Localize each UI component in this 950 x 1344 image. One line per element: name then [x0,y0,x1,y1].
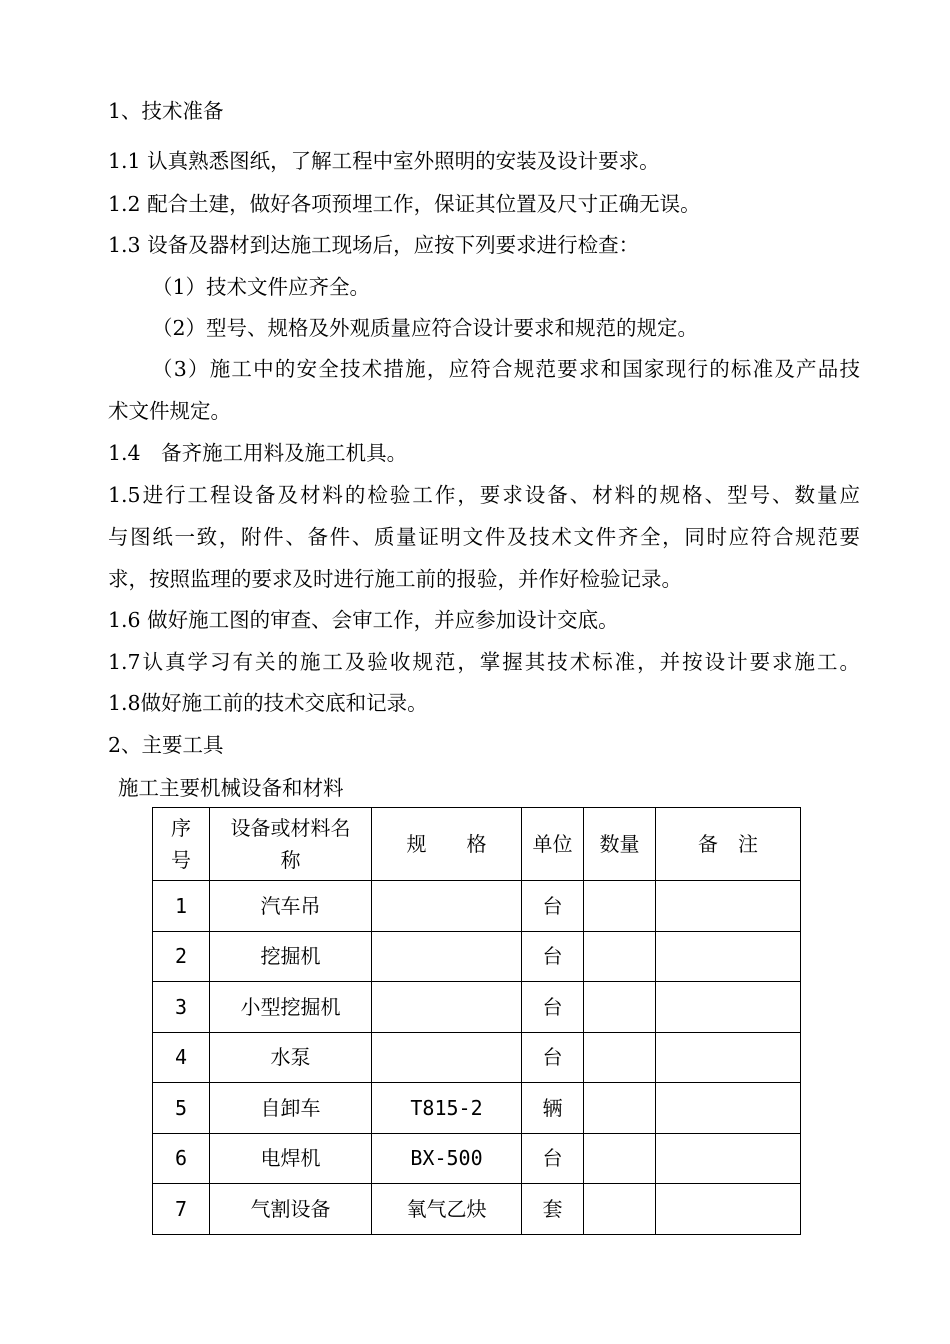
cell-name: 自卸车 [210,1083,372,1134]
header-note: 备 注 [656,808,801,881]
item-1-5-line-1: 1.5进行工程设备及材料的检验工作，要求设备、材料的规格、型号、数量应 [108,483,860,507]
cell-seq: 1 [153,881,210,932]
cell-unit: 台 [522,881,584,932]
item-1-2: 1.2 配合土建，做好各项预埋工作，保证其位置及尺寸正确无误。 [108,192,701,216]
cell-spec [372,931,522,982]
cell-name: 挖掘机 [210,931,372,982]
cell-spec: T815-2 [372,1083,522,1134]
header-name [210,808,372,881]
header-seq-line-2: 号 [171,848,191,872]
item-1-3: 1.3 设备及器材到达施工现场后，应按下列要求进行检查： [108,233,640,257]
cell-name: 水泵 [210,1032,372,1083]
cell-seq: 4 [153,1032,210,1083]
cell-note [656,1184,801,1235]
cell-unit: 辆 [522,1083,584,1134]
section-2-title: 2、主要工具 [108,733,224,757]
cell-note [656,1032,801,1083]
item-1-5-line-3: 求，按照监理的要求及时进行施工前的报验，并作好检验记录。 [108,567,682,591]
cell-qty [584,1083,656,1134]
table-row [153,931,801,982]
table-row [153,1184,801,1235]
sub-item-3-line-1: （3）施工中的安全技术措施，应符合规范要求和国家现行的标准及产品技 [152,357,860,381]
cell-note [656,982,801,1033]
cell-spec [372,982,522,1033]
equipment-table [152,807,801,1235]
cell-qty [584,1032,656,1083]
cell-spec [372,881,522,932]
cell-qty [584,982,656,1033]
header-qty: 数量 [584,808,656,881]
table-caption: 施工主要机械设备和材料 [118,776,344,800]
cell-name: 电焊机 [210,1133,372,1184]
table-header-row [153,808,801,881]
item-1-8: 1.8做好施工前的技术交底和记录。 [108,691,428,715]
header-seq-line-1: 序 [171,816,191,840]
header-seq [153,808,210,881]
sub-item-1: （1）技术文件应齐全。 [152,275,371,299]
item-1-4: 1.4 备齐施工用料及施工机具。 [108,441,408,465]
cell-name: 汽车吊 [210,881,372,932]
cell-seq: 5 [153,1083,210,1134]
section-1-title: 1、技术准备 [108,99,224,123]
cell-spec [372,1032,522,1083]
table-row [153,1032,801,1083]
table-row [153,1133,801,1184]
cell-seq: 6 [153,1133,210,1184]
item-1-7: 1.7认真学习有关的施工及验收规范，掌握其技术标准，并按设计要求施工。 [108,650,860,674]
cell-unit: 台 [522,1032,584,1083]
cell-qty [584,881,656,932]
item-1-6: 1.6 做好施工图的审查、会审工作，并应参加设计交底。 [108,608,619,632]
item-1-5-line-2: 与图纸一致，附件、备件、质量证明文件及技术文件齐全，同时应符合规范要 [108,525,860,549]
sub-item-3-line-2: 术文件规定。 [108,399,231,423]
header-name-line-2: 称 [280,848,301,872]
cell-unit: 台 [522,931,584,982]
header-unit: 单位 [522,808,584,881]
sub-item-2: （2）型号、规格及外观质量应符合设计要求和规范的规定。 [152,316,699,340]
table-row [153,982,801,1033]
cell-unit: 台 [522,1133,584,1184]
cell-name: 小型挖掘机 [210,982,372,1033]
cell-name: 气割设备 [210,1184,372,1235]
cell-note [656,1083,801,1134]
cell-qty [584,931,656,982]
cell-qty [584,1184,656,1235]
header-spec: 规 格 [372,808,522,881]
header-name-line-1: 设备或材料名 [230,816,351,840]
cell-unit: 套 [522,1184,584,1235]
cell-spec: BX-500 [372,1133,522,1184]
cell-spec: 氧气乙炔 [372,1184,522,1235]
cell-note [656,1133,801,1184]
cell-seq: 3 [153,982,210,1033]
table-row [153,881,801,932]
cell-seq: 2 [153,931,210,982]
item-1-1: 1.1 认真熟悉图纸，了解工程中室外照明的安装及设计要求。 [108,149,660,173]
cell-qty [584,1133,656,1184]
cell-note [656,881,801,932]
cell-unit: 台 [522,982,584,1033]
cell-seq: 7 [153,1184,210,1235]
table-row [153,1083,801,1134]
cell-note [656,931,801,982]
